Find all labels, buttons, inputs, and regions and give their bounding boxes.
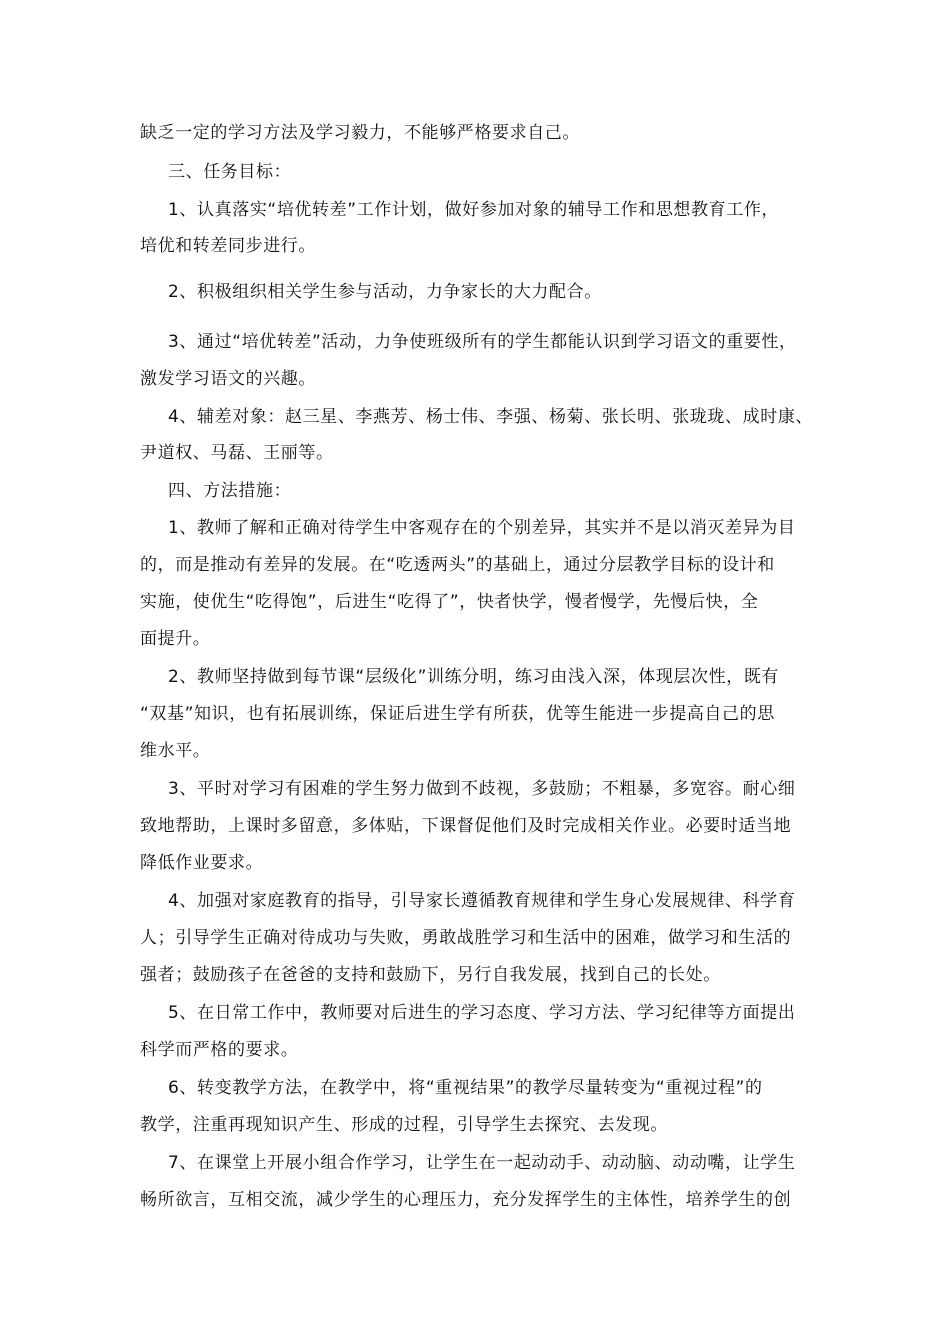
text-line: 降低作业要求。 [140,853,264,873]
section-heading: 四、方法措施： [168,481,292,501]
text-line: 4、加强对家庭教育的指导，引导家长遵循教育规律和学生身心发展规律、科学育 [168,891,796,911]
text-line: 1、教师了解和正确对待学生中客观存在的个别差异，其实并不是以消灭差异为目 [168,518,796,538]
text-line: 缺乏一定的学习方法及学习毅力，不能够严格要求自己。 [140,123,580,143]
text-line: 5、在日常工作中，教师要对后进生的学习态度、学习方法、学习纪律等方面提出 [168,1003,796,1023]
text-line: 强者；鼓励孩子在爸爸的支持和鼓励下，另行自我发展，找到自己的长处。 [140,965,721,985]
text-line: 维水平。 [140,741,211,761]
text-line: 畅所欲言，互相交流，减少学生的心理压力，充分发挥学生的主体性，培养学生的创 [140,1190,792,1210]
text-line: 教学，注重再现知识产生、形成的过程，引导学生去探究、去发现。 [140,1115,668,1135]
section-heading: 三、任务目标： [168,162,292,182]
text-line: 7、在课堂上开展小组合作学习，让学生在一起动动手、动动脑、动动嘴，让学生 [168,1153,796,1173]
text-line: 2、教师坚持做到每节课“层级化”训练分明，练习由浅入深，体现层次性，既有 [168,667,780,687]
text-line: 2、积极组织相关学生参与活动，力争家长的大力配合。 [168,282,602,302]
text-line: 4、辅差对象：赵三星、李燕芳、杨士伟、李强、杨菊、张长明、张珑珑、成时康、 [168,407,814,427]
text-line: “双基”知识，也有拓展训练，保证后进生学有所获，优等生能进一步提高自己的思 [140,704,775,724]
text-line: 实施，使优生“吃得饱”，后进生“吃得了”，快者快学，慢者慢学，先慢后快，全 [140,592,759,612]
text-line: 3、平时对学习有困难的学生努力做到不歧视，多鼓励；不粗暴，多宽容。耐心细 [168,779,796,799]
text-line: 科学而严格的要求。 [140,1040,299,1060]
text-line: 致地帮助，上课时多留意，多体贴，下课督促他们及时完成相关作业。必要时适当地 [140,816,792,836]
text-line: 1、认真落实“培优转差”工作计划，做好参加对象的辅导工作和思想教育工作， [168,200,780,220]
text-line: 培优和转差同步进行。 [140,236,316,256]
text-line: 6、转变教学方法，在教学中，将“重视结果”的教学尽量转变为“重视过程”的 [168,1078,763,1098]
text-line: 尹道权、马磊、王丽等。 [140,443,334,463]
text-line: 3、通过“培优转差”活动，力争使班级所有的学生都能认识到学习语文的重要性， [168,332,797,352]
text-line: 激发学习语文的兴趣。 [140,369,316,389]
text-line: 面提升。 [140,629,211,649]
text-line: 人；引导学生正确对待成功与失败，勇敢战胜学习和生活中的困难，做学习和生活的 [140,928,792,948]
text-line: 的，而是推动有差异的发展。在“吃透两头”的基础上，通过分层教学目标的设计和 [140,555,775,575]
